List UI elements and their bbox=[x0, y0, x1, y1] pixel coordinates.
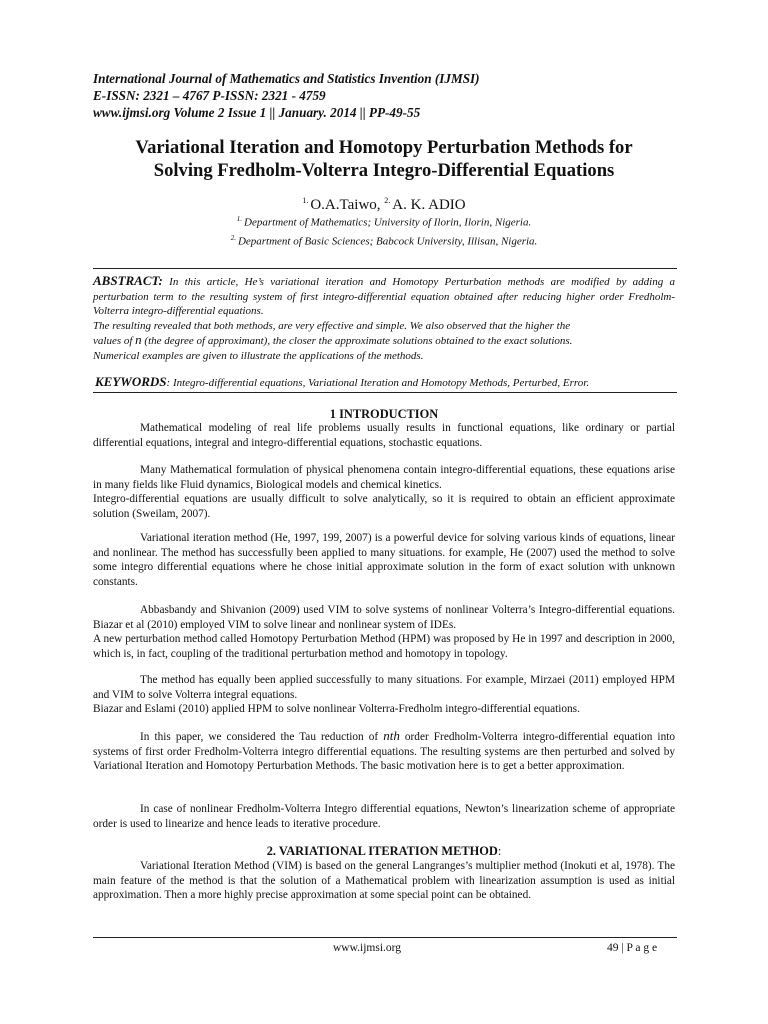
abstract-para-1 bbox=[93, 274, 675, 319]
author-list bbox=[70, 192, 698, 214]
footer-rule bbox=[93, 937, 677, 938]
footer-site: www.ijmsi.org bbox=[333, 942, 402, 954]
journal-issn: E-ISSN: 2321 – 4767 P-ISSN: 2321 - 4759 bbox=[93, 88, 326, 103]
abstract-para-2: The resulting revealed that both methods, are very effective and simple. We also observed that the higher the bbox=[93, 319, 571, 332]
intro-text-7: In case of nonlinear Fredholm-Volterra Integro differential equations, Newton’s linearization scheme of appropriate order is used to linearize and hence leads to iterative procedure. bbox=[93, 803, 675, 830]
title-line-2: Solving Fredholm-Volterra Integro-Differential Equations bbox=[153, 160, 615, 181]
affiliation-1 bbox=[70, 212, 698, 231]
intro-text-6b: order Fredholm-Volterra integro-differential equation into systems of first order Fredholm-Volterra integro differential equations. The resulting systems are then perturbed and solved by Variational Iteration and Homotopy Perturbation Methods. The basic motivation here is to get a better approximation. bbox=[93, 731, 676, 773]
nth-symbol: nth bbox=[383, 728, 400, 743]
abstract-label: ABSTRACT: bbox=[93, 273, 163, 288]
intro-para-7 bbox=[93, 802, 675, 831]
intro-text-2b: Integro-differential equations are usually difficult to solve analytically, so it is required to obtain an efficient approximate solution (Sweilam, 2007). bbox=[93, 493, 675, 520]
intro-text-4a: Abbasbandy and Shivanion (2009) used VIM to solve systems of nonlinear Volterra’s Integro-differential equations. Biazar et al (2010) employed VIM to solve linear and nonlinear system of IDEs. bbox=[93, 604, 675, 631]
affiliations bbox=[70, 212, 698, 249]
intro-para-1 bbox=[93, 421, 675, 450]
intro-para-5 bbox=[93, 673, 675, 717]
author-2-mark: 2. bbox=[384, 196, 391, 205]
intro-text-4b: A new perturbation method called Homotopy Perturbation Method (HPM) was proposed by He in 1997 and description in 2000, which is, in fact, coupling of the traditional perturbation method and homotopy in topology. bbox=[93, 633, 675, 660]
affiliation-2-mark: 2. bbox=[230, 233, 236, 242]
journal-name: International Journal of Mathematics and Statistics Invention (IJMSI) bbox=[93, 71, 480, 86]
title-line-1: Variational Iteration and Homotopy Perturbation Methods for bbox=[135, 137, 633, 158]
intro-para-6 bbox=[93, 729, 675, 774]
keywords-text: : Integro-differential equations, Variational Iteration and Homotopy Methods, Perturbed, Error. bbox=[166, 377, 590, 389]
intro-para-2 bbox=[93, 463, 675, 521]
keywords-label: KEYWORDS bbox=[95, 374, 167, 389]
author-2-name: A. K. ADIO bbox=[392, 197, 466, 213]
keywords-bottom-rule bbox=[93, 392, 677, 393]
abstract-n-symbol: n bbox=[135, 332, 142, 348]
intro-text-6 bbox=[93, 729, 675, 774]
section-2-title: 2. VARIATIONAL ITERATION METHOD bbox=[266, 844, 498, 858]
journal-header bbox=[93, 70, 693, 121]
affiliation-2 bbox=[70, 231, 698, 250]
intro-text-6a: In this paper, we considered the Tau reduction of bbox=[140, 731, 379, 743]
abstract-para-3 bbox=[93, 333, 675, 349]
intro-text-1: Mathematical modeling of real life problems usually results in functional equations, like ordinary or partial differential equations, integral and integro-differential equations, stochastic equations. bbox=[93, 422, 675, 449]
section-2-colon: : bbox=[497, 844, 502, 858]
abstract-para-4: Numerical examples are given to illustrate the applications of the methods. bbox=[93, 349, 424, 362]
author-1-mark: 1. bbox=[302, 196, 309, 205]
abstract-top-rule bbox=[93, 268, 677, 269]
intro-text-3: Variational iteration method (He, 1997, 199, 2007) is a powerful device for solving various kinds of equations, linear and nonlinear. The method has successfully been applied to many situations. for example, He (2007) used the method to solve some integro differential equations where he chose initial approximate solution in the form of exact solution with unknown constants. bbox=[93, 532, 675, 588]
abstract-text-3a: values of bbox=[93, 335, 133, 348]
intro-text-2a: Many Mathematical formulation of physical phenomena contain integro-differential equations, these equations arise in many fields like Fluid dynamics, Biological models and chemical kinetics. bbox=[93, 464, 675, 491]
intro-text-5a: The method has equally been applied successfully to many situations. For example, Mirzaei (2011) employed HPM and VIM to solve Volterra integral equations. bbox=[93, 674, 675, 701]
vim-text-1: Variational Iteration Method (VIM) is based on the general Langranges’s multiplier method (Inokuti et al, 1978). The main feature of the method is that the solution of a Mathematical problem with linearization assumption is used as initial approximation. Then a more highly precise approximation at some special point can be obtained. bbox=[93, 860, 675, 902]
journal-volume: www.ijmsi.org Volume 2 Issue 1 || January. 2014 || PP-49-55 bbox=[93, 105, 421, 120]
paper-title bbox=[70, 136, 698, 182]
intro-para-3 bbox=[93, 531, 675, 589]
keywords bbox=[95, 374, 695, 391]
affiliation-1-text: Department of Mathematics; University of Ilorin, Ilorin, Nigeria. bbox=[244, 216, 532, 229]
footer-page-number: 49 | P a g e bbox=[607, 942, 658, 954]
abstract-text-3b: (the degree of approximant), the closer the approximate solutions obtained to the exact solutions. bbox=[144, 335, 573, 348]
intro-text-5b: Biazar and Eslami (2010) applied HPM to solve nonlinear Volterra-Fredholm integro-differential equations. bbox=[93, 703, 580, 716]
abstract bbox=[93, 274, 675, 364]
affiliation-1-mark: 1. bbox=[236, 215, 243, 223]
section-2-heading bbox=[93, 843, 675, 859]
section-1-heading: 1 INTRODUCTION bbox=[329, 407, 439, 421]
affiliation-2-text: Department of Basic Sciences; Babcock University, Illisan, Nigeria. bbox=[237, 235, 538, 248]
intro-para-4 bbox=[93, 603, 675, 661]
author-1-name: O.A.Taiwo, bbox=[310, 197, 381, 213]
vim-para-1 bbox=[93, 859, 675, 903]
abstract-text-1: In this article, He’s variational iteration and Homotopy Perturbation methods are modified by adding a perturbation term to the resulting system of first integro-differential equation obtained after reducing higher order Fredholm-Volterra integro-differential equations. bbox=[93, 276, 676, 318]
